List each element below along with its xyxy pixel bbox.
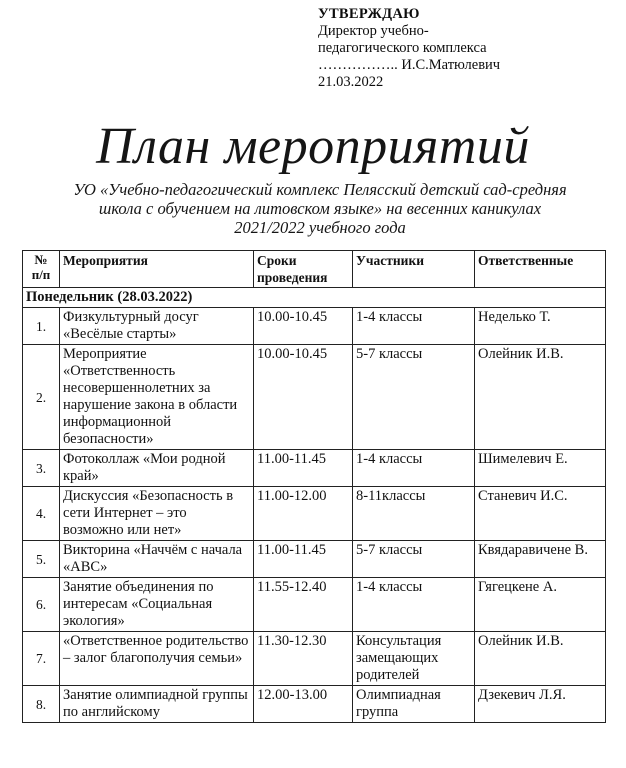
header-responsible: Ответственные: [475, 251, 606, 288]
row-num: 2.: [23, 345, 60, 450]
approval-signature-line: …………….. И.С.Матюлевич: [318, 57, 501, 73]
row-time: 10.00-10.45: [254, 345, 353, 450]
table-row: [23, 450, 606, 487]
row-participants: Консультация замещающих родителей: [353, 632, 475, 686]
subtitle-line-1: УО «Учебно-педагогический комплекс Пелясский детский сад-средняя: [73, 180, 567, 199]
table-row: [23, 487, 606, 541]
table-row: [23, 308, 606, 345]
row-participants: 1-4 классы: [353, 450, 475, 487]
row-time: 12.00-13.00: [254, 686, 353, 723]
day-label: Понедельник (28.03.2022): [23, 288, 606, 308]
header-event: Мероприятия: [60, 251, 254, 288]
row-responsible: Станевич И.С.: [475, 487, 606, 541]
header-participants: Участники: [353, 251, 475, 288]
row-participants: 5-7 классы: [353, 541, 475, 578]
row-event: Викторина «Наччём с начала «АВС»: [60, 541, 254, 578]
subtitle-line-3: 2021/2022 учебного года: [234, 218, 406, 237]
approval-date: 21.03.2022: [318, 74, 384, 90]
row-event: «Ответственное родительство – залог благополучия семьи»: [60, 632, 254, 686]
table-header-row: [23, 251, 606, 288]
row-time: 10.00-10.45: [254, 308, 353, 345]
row-responsible: Неделько Т.: [475, 308, 606, 345]
table-row: [23, 541, 606, 578]
header-time-line-2: проведения: [257, 270, 328, 285]
row-event: Фотоколлаж «Мои родной край»: [60, 450, 254, 487]
row-participants: 1-4 классы: [353, 308, 475, 345]
row-participants: 8-11классы: [353, 487, 475, 541]
table-row: [23, 578, 606, 632]
row-event: Занятие олимпиадной группы по английскому: [60, 686, 254, 723]
header-num-line-2: п/п: [31, 267, 51, 282]
header-time: [254, 251, 353, 288]
row-responsible: Шимелевич Е.: [475, 450, 606, 487]
row-event: Мероприятие «Ответственность несовершеннолетних за нарушение закона в области информационной безопасности»: [60, 345, 254, 450]
day-row: [23, 288, 606, 308]
document-subtitle: [40, 180, 600, 237]
row-responsible: Квядаравичене В.: [475, 541, 606, 578]
document-title: План мероприятий: [96, 118, 530, 175]
header-num-line-1: №: [34, 252, 48, 267]
row-num: 8.: [23, 686, 60, 723]
approval-line-1: Директор учебно-: [318, 23, 429, 39]
row-num: 7.: [23, 632, 60, 686]
approval-title: УТВЕРЖДАЮ: [318, 6, 420, 22]
table-row: [23, 632, 606, 686]
row-responsible: Дзекевич Л.Я.: [475, 686, 606, 723]
row-time: 11.00-11.45: [254, 541, 353, 578]
row-participants: 5-7 классы: [353, 345, 475, 450]
row-time: 11.55-12.40: [254, 578, 353, 632]
row-num: 4.: [23, 487, 60, 541]
subtitle-line-2: школа с обучением на литовском языке» на весенних каникулах: [98, 199, 542, 218]
row-num: 1.: [23, 308, 60, 345]
approval-line-2: педагогического комплекса: [318, 40, 487, 56]
row-responsible: Олейник И.В.: [475, 345, 606, 450]
row-event: Физкультурный досуг «Весёлые старты»: [60, 308, 254, 345]
header-time-line-1: Сроки: [257, 253, 297, 268]
row-num: 5.: [23, 541, 60, 578]
row-time: 11.00-12.00: [254, 487, 353, 541]
row-time: 11.30-12.30: [254, 632, 353, 686]
table-row: [23, 686, 606, 723]
row-responsible: Гягецкене А.: [475, 578, 606, 632]
events-table: [22, 250, 606, 723]
approval-block: [318, 6, 618, 91]
row-responsible: Олейник И.В.: [475, 632, 606, 686]
row-participants: Олимпиадная группа: [353, 686, 475, 723]
row-time: 11.00-11.45: [254, 450, 353, 487]
table-row: [23, 345, 606, 450]
row-event: Занятие объединения по интересам «Социальная экология»: [60, 578, 254, 632]
header-num: [23, 251, 60, 288]
row-participants: 1-4 классы: [353, 578, 475, 632]
row-num: 6.: [23, 578, 60, 632]
row-num: 3.: [23, 450, 60, 487]
row-event: Дискуссия «Безопасность в сети Интернет – это возможно или нет»: [60, 487, 254, 541]
